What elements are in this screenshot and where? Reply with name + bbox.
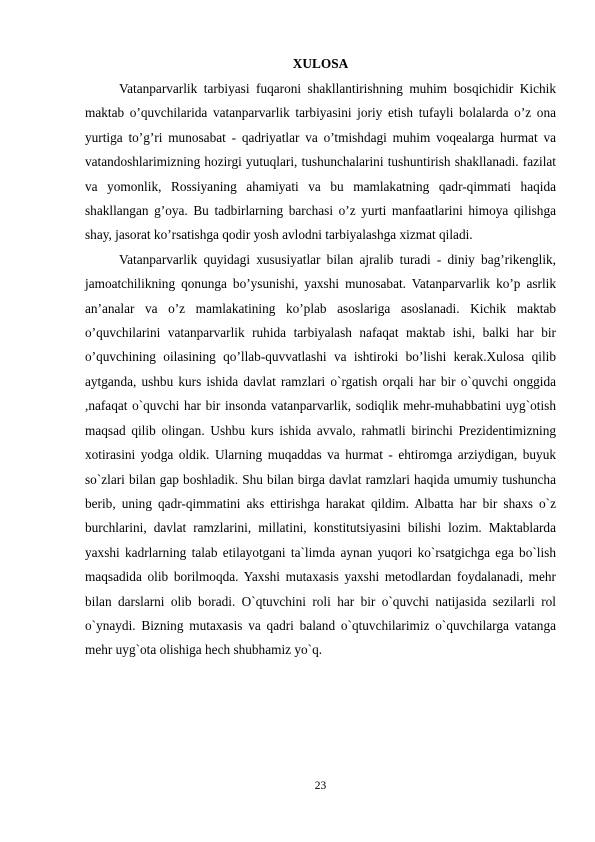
paragraph-2: Vatanparvarlik quyidagi xususiyatlar bilan ajralib turadi - diniy bag’rikenglik, jamoatchilikning qonunga bo’ysunishi, yaxshi munosabat. Vatanparvarlik ko’p asrlik an’analar va o’z mamlakatining ko’plab asoslariga asoslanadi. Kichik maktab o’quvchilarini vatanparvarlik ruhida tarbiyalash nafaqat maktab ishi, balki har bir o’quvchining oilasining qo’llab-quvvatlashi va ishtiroki bo’lishi kerak.Xulosa qilib aytganda, ushbu kurs ishida davlat ramzlari o`rgatish orqali har bir o`quvchi onggida ,nafaqat o`quvchi har bir insonda vatanparvarlik, sodiqlik mehr-muhabbatini uyg`otish maqsad qilib olingan. Ushbu kurs ishida avvalo, rahmatli birinchi Prezidentimizning xotirasini yodga oldik. Ularning muqaddas va hurmat - ehtiromga arziydigan, buyuk so`zlari bilan gap boshladik. Shu bilan birga davlat ramzlari haqida umumiy tushuncha berib, uning qadr-qimmatini aks ettirishga harakat qildim. Albatta har bir shaxs o`z burchlarini, davlat ramzlarini, millatini, konstitutsiyasini bilishi lozim. Maktablarda yaxshi kadrlarning talab etilayotgani ta`limda aynan yuqori ko`rsatgichga ega bo`lish maqsadida olib borilmoqda. Yaxshi mutaxasis yaxshi metodlardan foydalanadi, mehr bilan darslarni olib boradi. O`qtuvchini roli har bir o`quvchi natijasida sezilarli rol o`ynaydi. Bizning mutaxasis va qadri baland o`qtuvchilarimiz o`quvchilarga vatanga mehr uyg`ota olishiga hech shubhamiz yo`q. [85,251,556,658]
section-title: XULOSA [292,56,349,71]
paragraph-1: Vatanparvarlik tarbiyasi fuqaroni shakllantirishning muhim bosqichidir Kichik maktab o’quvchilarida vatanparvarlik tarbiyasini joriy etish tufayli bolalarda o’z ona yurtiga to’g’ri munosabat - qadriyatlar va o’tmishdagi muhim voqealarga hurmat va vatandoshlarimizning hozirgi yutuqlari, tushunchalarini tushuntirish shakllanadi. fazilat va yomonlik, Rossiyaning ahamiyati va bu mamlakatning qadr-qimmati haqida shakllangan g’oya. Bu tadbirlarning barchasi o’z yurti manfaatlarini himoya qilishga shay, jasorat ko’rsatishga qodir yosh avlodni tarbiyalashga xizmat qiladi. [85,81,556,243]
body-text [85,77,556,663]
document-page [85,0,556,842]
page-number: 23 [314,780,327,792]
